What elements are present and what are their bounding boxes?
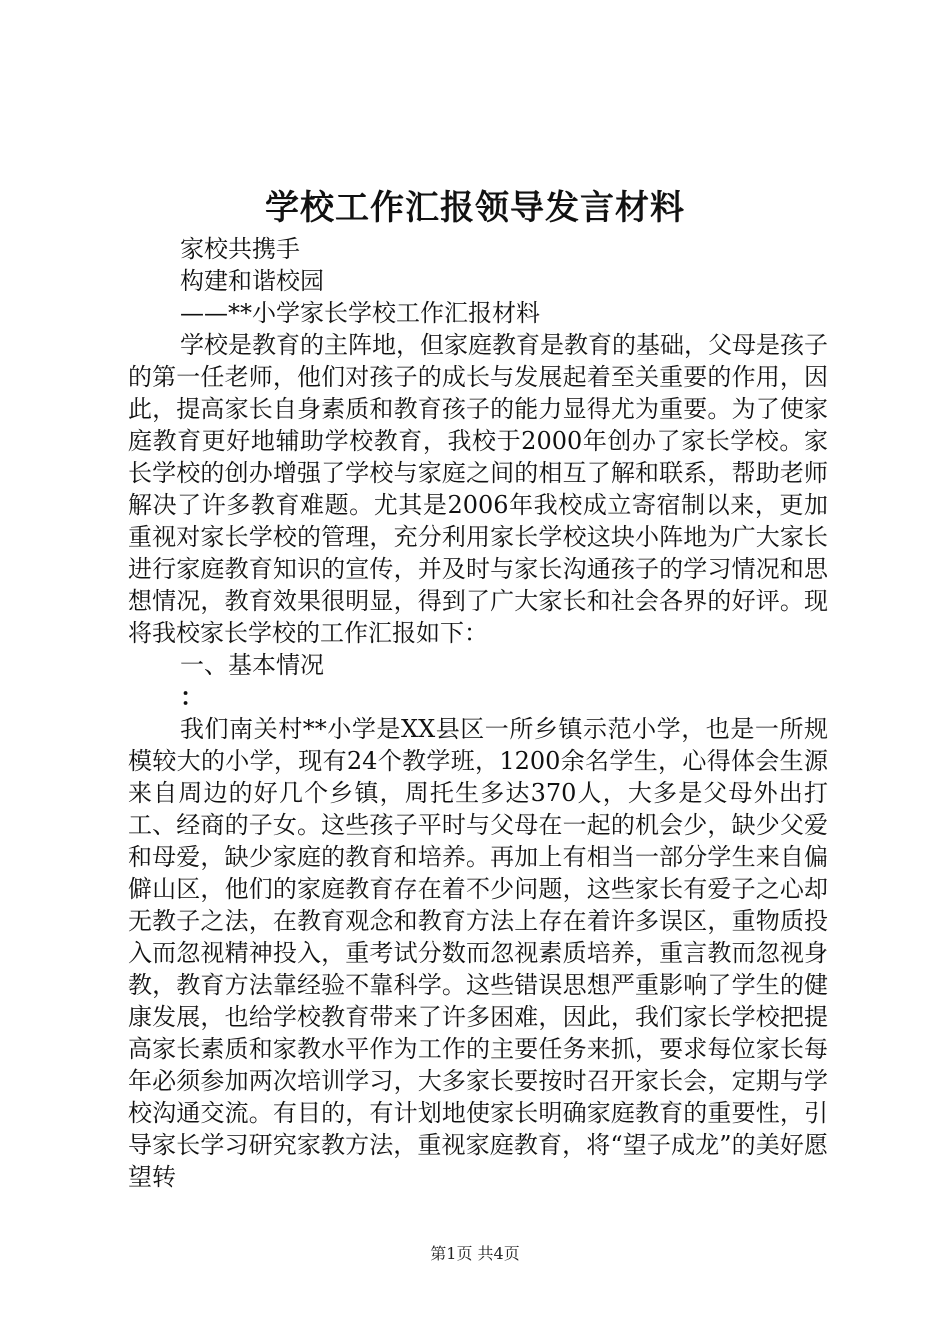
subtitle-line-3: ——**小学家长学校工作汇报材料 [180, 299, 540, 327]
page-footer: 第1页 共4页 [430, 1244, 520, 1263]
subtitle-line-2: 构建和谐校园 [180, 267, 324, 295]
document-title: 学校工作汇报领导发言材料 [265, 188, 685, 228]
section-heading: 一、基本情况 [180, 651, 324, 679]
intro-paragraph: 学校是教育的主阵地，但家庭教育是教育的基础，父母是孩子的第一任老师，他们对孩子的成长与发展起着至关重要的作用，因此，提高家长自身素质和教育孩子的能力显得尤为重要。为了使家庭教育更好地辅助学校教育，我校于2000年创办了家长学校。家长学校的创办增强了学校与家庭之间的相互了解和联系，帮助老师解决了许多教育难题。尤其是2006年我校成立寄宿制以来，更加重视对家长学校的管理，充分利用家长学校这块小阵地为广大家长进行家庭教育知识的宣传，并及时与家长沟通孩子的学习情况和思想情况，教育效果很明显，得到了广大家长和社会各界的好评。现将我校家长学校的工作汇报如下： [128, 331, 828, 647]
subtitle-line-1: 家校共携手 [180, 235, 300, 263]
basic-situation-paragraph: 我们南关村**小学是XX县区一所乡镇示范小学，也是一所规模较大的小学，现有24个教学班，1200余名学生，心得体会生源来自周边的好几个乡镇，周托生多达370人，大多是父母外出打工、经商的子女。这些孩子平时与父母在一起的机会少，缺少父爱和母爱，缺少家庭的教育和培养。再加上有相当一部分学生来自偏僻山区，他们的家庭教育存在着不少问题，这些家长有爱子之心却无教子之法，在教育观念和教育方法上存在着许多误区，重物质投入而忽视精神投入，重考试分数而忽视素质培养，重言教而忽视身教，教育方法靠经验不靠科学。这些错误思想严重影响了学生的健康发展，也给学校教育带来了许多困难，因此，我们家长学校把提高家长素质和家教水平作为工作的主要任务来抓，要求每位家长每年必须参加两次培训学习，大多家长要按时召开家长会，定期与学校沟通交流。有目的，有计划地使家长明确家庭教育的重要性，引导家长学习研究家教方法，重视家庭教育，将“望子成龙”的美好愿望转 [128, 715, 828, 1191]
section-colon: ： [180, 682, 204, 711]
document-body [128, 233, 828, 1193]
